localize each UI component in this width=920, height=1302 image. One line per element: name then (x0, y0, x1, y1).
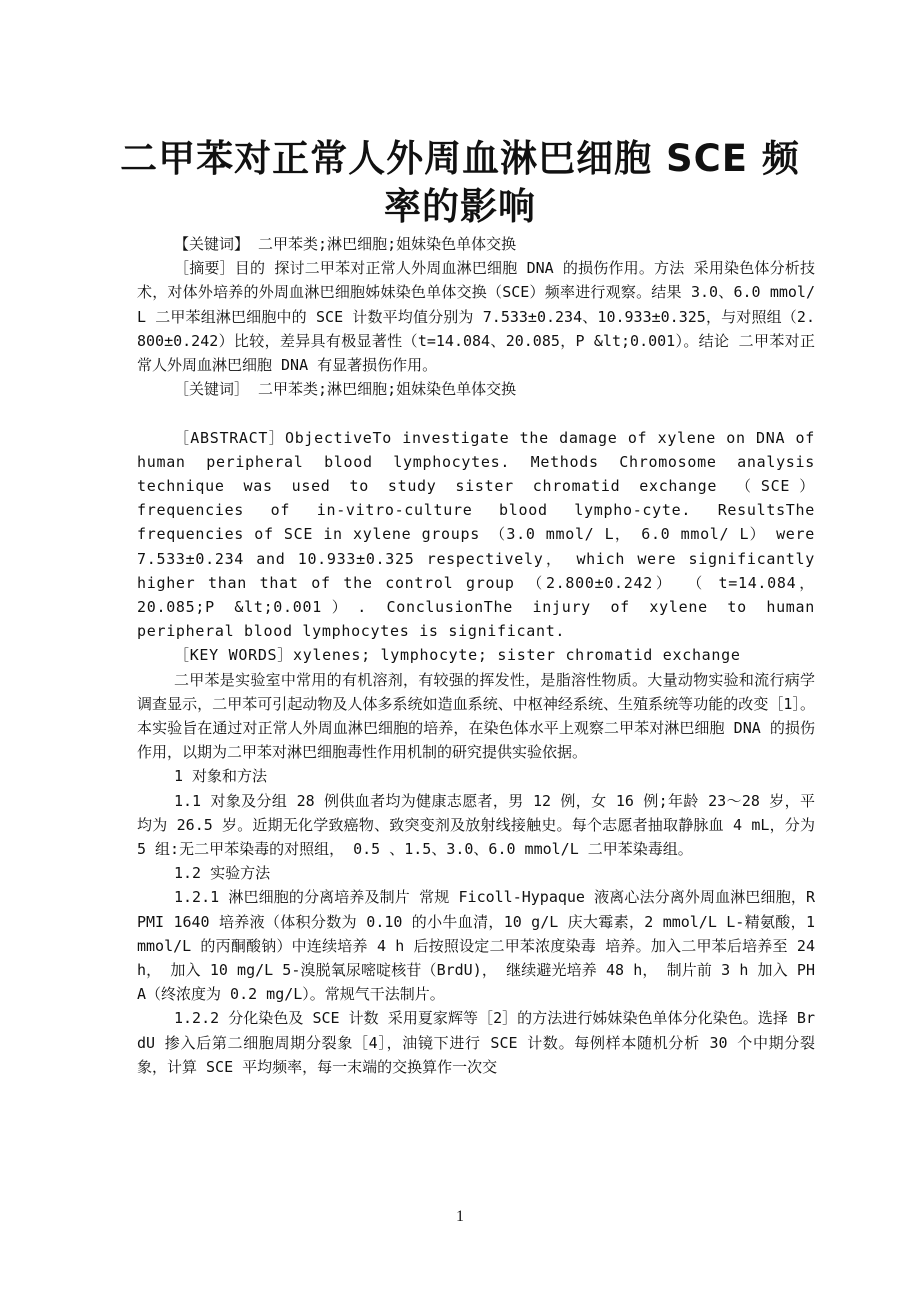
culture-method-paragraph: 1.2.1 淋巴细胞的分离培养及制片 常规 Ficoll-Hypaque 液离心法分离外周血淋巴细胞，RPMI 1640 培养液（体积分数为 0.10 的小牛血清，10 g/L 庆大霉素，2 mmol/L L-精氨酸，1 mmol/L 的丙酮酸钠）中连续培养 4 h 后按照设定二甲苯浓度染毒 培养。加入二甲苯后培养至 24 h， 加入 10 mg/L 5-溴脱氧尿嘧啶核苷（BrdU)， 继续避光培养 48 h， 制片前 3 h 加入 PHA（终浓度为 0.2 mg/L）。常规气干法制片。 (137, 888, 815, 1004)
page-number: 1 (456, 1208, 464, 1225)
paper-body (137, 232, 815, 1079)
introduction-paragraph: 二甲苯是实验室中常用的有机溶剂，有较强的挥发性，是脂溶性物质。大量动物实验和流行病学调查显示，二甲苯可引起动物及人体多系统如造血系统、中枢神经系统、生殖系统等功能的改变［1］。本实验旨在通过对正常人外周血淋巴细胞的培养，在染色体水平上观察二甲苯对淋巴细胞 DNA 的损伤作用，以期为二甲苯对淋巴细胞毒性作用机制的研究提供实验依据。 (137, 670, 815, 762)
keywords-top: 【关键词】 二甲苯类;淋巴细胞;姐妹染色单体交换 (174, 235, 517, 253)
english-abstract: ［ABSTRACT］ObjectiveTo investigate the damage of xylene on DNA of human peripheral blood lymphocytes. Methods Chromosome analysis technique was used to study sister chromatid exchange （SCE） frequencies of in-vitro-culture blood lympho-cyte. ResultsThe frequencies of SCE in xylene groups （3.0 mmol/ L， 6.0 mmol/ L） were 7.533±0.234 and 10.933±0.325 respectively， which were significantly higher than that of the control group （2.800±0.242） （ t=14.084，20.085;P &lt;0.001）. ConclusionThe injury of xylene to human peripheral blood lymphocytes is significant. (137, 428, 815, 641)
chinese-keywords: ［关键词］ 二甲苯类;淋巴细胞;姐妹染色单体交换 (174, 380, 517, 399)
subsection-heading-methods: 1.2 实验方法 (174, 864, 271, 883)
title-line-1: 二甲苯对正常人外周血淋巴细胞 SCE 频 (120, 136, 800, 180)
subjects-paragraph: 1.1 对象及分组 28 例供血者均为健康志愿者，男 12 例，女 16 例;年龄 23～28 岁，平均为 26.5 岁。近期无化学致癌物、致突变剂及放射线接触史。每个志愿者抽取静脉血 4 mL，分为 5 组:无二甲苯染毒的对照组， 0.5 、1.5、3.0、6.0 mmol/L 二甲苯染毒组。 (137, 791, 815, 859)
staining-paragraph: 1.2.2 分化染色及 SCE 计数 采用夏家辉等［2］的方法进行姊妹染色单体分化染色。选择 BrdU 掺入后第二细胞周期分裂象［4］，油镜下进行 SCE 计数。每例样本随机分析 30 个中期分裂象，计算 SCE 平均频率，每一末端的交换算作一次交 (137, 1009, 815, 1076)
english-keywords: ［KEY WORDS］xylenes; lymphocyte; sister chromatid exchange (174, 646, 741, 665)
blank-line (137, 401, 815, 425)
chinese-abstract: ［摘要］目的 探讨二甲苯对正常人外周血淋巴细胞 DNA 的损伤作用。方法 采用染色体分析技术，对体外培养的外周血淋巴细胞姊妹染色单体交换（SCE）频率进行观察。结果 3.0、6.0 mmol/L 二甲苯组淋巴细胞中的 SCE 计数平均值分别为 7.533±0.234、10.933±0.325，与对照组（2.800±0.242）比较，差异具有极显著性（t=14.084、20.085，P &lt;0.001）。结论 二甲苯对正常人外周血淋巴细胞 DNA 有显著损伤作用。 (137, 259, 815, 375)
section-heading-methods: 1 对象和方法 (174, 767, 268, 786)
paper-title (100, 135, 820, 231)
title-line-2: 率的影响 (384, 184, 536, 228)
